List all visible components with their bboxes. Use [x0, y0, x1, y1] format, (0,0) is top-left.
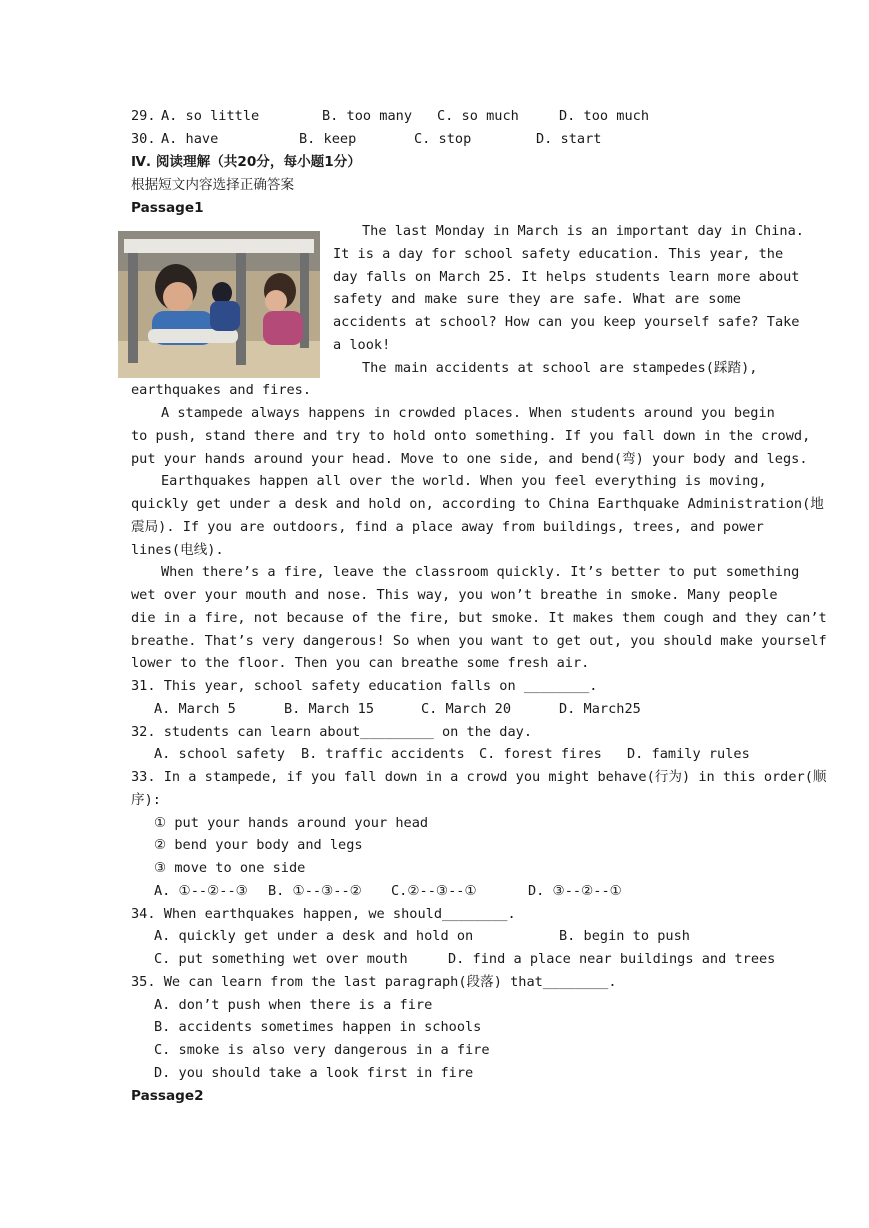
passage1-line: Earthquakes happen all over the world. When you feel everything is moving, — [161, 473, 767, 489]
option-a: A. ①--②--③ — [154, 883, 248, 899]
question-33-step: ② bend your body and legs — [154, 837, 363, 853]
option-a: A. have — [161, 131, 219, 147]
passage1-line: quickly get under a desk and hold on, according to China Earthquake Administration(地 — [131, 496, 824, 512]
question-35-stem: 35. We can learn from the last paragraph(段落) that________. — [131, 974, 617, 990]
option-b: B. traffic accidents — [301, 746, 465, 762]
option-c: C. March 20 — [421, 701, 512, 717]
option-b: B. ①--③--② — [268, 883, 362, 899]
option-c: C. stop — [414, 131, 472, 147]
question-33-step: ① put your hands around your head — [154, 815, 429, 831]
section-title: Ⅳ. 阅读理解（共20分，每小题1分） — [131, 154, 361, 170]
passage1-line: accidents at school? How can you keep yourself safe? Take — [333, 314, 800, 330]
option-d: D. ③--②--① — [528, 883, 622, 899]
passage1-line: When there’s a fire, leave the classroom quickly. It’s better to put something — [161, 564, 800, 580]
option-a: A. school safety — [154, 746, 285, 762]
passage1-line: lines(电线). — [131, 542, 224, 558]
option-a: A. so little — [161, 108, 260, 124]
option-a: A. quickly get under a desk and hold on — [154, 928, 474, 944]
question-32-stem: 32. students can learn about_________ on the day. — [131, 724, 533, 740]
option-d: D. family rules — [627, 746, 750, 762]
option-d: D. March25 — [559, 701, 641, 717]
question-number: 30. — [131, 131, 156, 147]
question-31-stem: 31. This year, school safety education falls on ________. — [131, 678, 598, 694]
instruction: 根据短文内容选择正确答案 — [131, 177, 295, 193]
passage1-line: A stampede always happens in crowded places. When students around you begin — [161, 405, 775, 421]
option-a: A. March 5 — [154, 701, 236, 717]
option-c: C. smoke is also very dangerous in a fire — [154, 1042, 490, 1058]
passage1-line: wet over your mouth and nose. This way, you won’t breathe in smoke. Many people — [131, 587, 778, 603]
option-b: B. keep — [299, 131, 357, 147]
option-b: B. March 15 — [284, 701, 375, 717]
passage1-line: It is a day for school safety education. This year, the — [333, 246, 784, 262]
option-d: D. find a place near buildings and trees — [448, 951, 776, 967]
passage1-line: lower to the floor. Then you can breathe some fresh air. — [131, 655, 590, 671]
option-c: C. so much — [437, 108, 519, 124]
passage1-line: to push, stand there and try to hold onto something. If you fall down in the crowd, — [131, 428, 811, 444]
question-33-stem-cont: 序): — [131, 792, 161, 808]
passage1-line: a look! — [333, 337, 391, 353]
passage1-line: The last Monday in March is an important day in China. — [362, 223, 804, 239]
passage1-line: die in a fire, not because of the fire, but smoke. It makes them cough and they can’t — [131, 610, 827, 626]
option-d: D. you should take a look first in fire — [154, 1065, 474, 1081]
passage1-line: day falls on March 25. It helps students learn more about — [333, 269, 800, 285]
question-33-stem: 33. In a stampede, if you fall down in a crowd you might behave(行为) in this order(顺 — [131, 769, 827, 785]
passage1-line: The main accidents at school are stampedes(踩踏), — [362, 360, 758, 376]
option-c: C. put something wet over mouth — [154, 951, 408, 967]
question-33-step: ③ move to one side — [154, 860, 306, 876]
passage2-title: Passage2 — [131, 1088, 204, 1104]
option-d: D. start — [536, 131, 602, 147]
students-under-desks-photo — [118, 231, 320, 378]
option-b: B. begin to push — [559, 928, 690, 944]
option-c: C.②--③--① — [391, 883, 477, 899]
option-c: C. forest fires — [479, 746, 602, 762]
option-a: A. don’t push when there is a fire — [154, 997, 433, 1013]
option-b: B. accidents sometimes happen in schools — [154, 1019, 482, 1035]
passage1-line: put your hands around your head. Move to one side, and bend(弯) your body and legs. — [131, 451, 808, 467]
passage1-line: 震局). If you are outdoors, find a place away from buildings, trees, and power — [131, 519, 764, 535]
question-number: 29. — [131, 108, 156, 124]
passage1-line: breathe. That’s very dangerous! So when you want to get out, you should make yourself — [131, 633, 827, 649]
question-34-stem: 34. When earthquakes happen, we should________. — [131, 906, 516, 922]
option-b: B. too many — [322, 108, 413, 124]
passage1-title: Passage1 — [131, 200, 204, 216]
passage1-line: safety and make sure they are safe. What are some — [333, 291, 741, 307]
option-d: D. too much — [559, 108, 650, 124]
passage1-line: earthquakes and fires. — [131, 382, 312, 398]
